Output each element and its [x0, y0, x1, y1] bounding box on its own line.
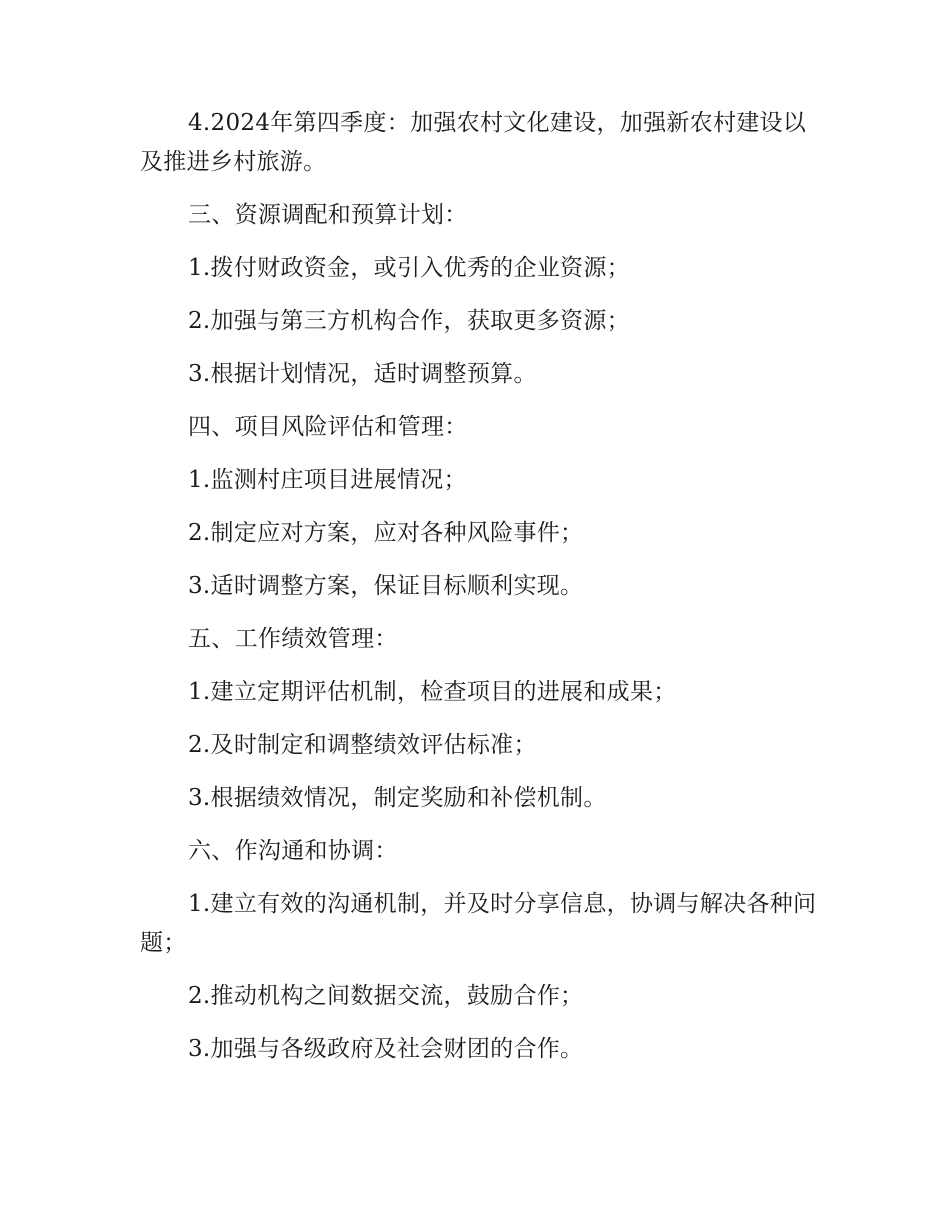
list-item: 3.根据绩效情况，制定奖励和补偿机制。 — [188, 785, 607, 811]
paragraph-q4-plan: 4.2024年第四季度：加强农村文化建设，加强新农村建设以及推进乡村旅游。 — [140, 110, 807, 175]
list-item: 1.建立定期评估机制，检查项目的进展和成果； — [188, 679, 677, 705]
section-heading-risk: 四、项目风险评估和管理： — [188, 414, 468, 440]
list-item: 2.推动机构之间数据交流，鼓励合作； — [188, 983, 584, 1009]
list-item: 1.拨付财政资金，或引入优秀的企业资源； — [188, 255, 630, 281]
list-item: 1.建立有效的沟通机制，并及时分享信息，协调与解决各种问题； — [140, 891, 817, 956]
section-heading-communication: 六、作沟通和协调： — [188, 838, 398, 864]
list-item: 2.制定应对方案，应对各种风险事件； — [188, 520, 584, 546]
section-heading-performance: 五、工作绩效管理： — [188, 626, 398, 652]
list-item: 3.根据计划情况，适时调整预算。 — [188, 361, 537, 387]
section-heading-resources: 三、资源调配和预算计划： — [188, 202, 468, 228]
list-item: 2.加强与第三方机构合作，获取更多资源； — [188, 308, 630, 334]
document-body — [140, 104, 820, 1083]
list-item: 1.监测村庄项目进展情况； — [188, 467, 467, 493]
list-item: 3.适时调整方案，保证目标顺利实现。 — [188, 573, 584, 599]
list-item: 3.加强与各级政府及社会财团的合作。 — [188, 1036, 584, 1062]
list-item: 2.及时制定和调整绩效评估标准； — [188, 732, 537, 758]
